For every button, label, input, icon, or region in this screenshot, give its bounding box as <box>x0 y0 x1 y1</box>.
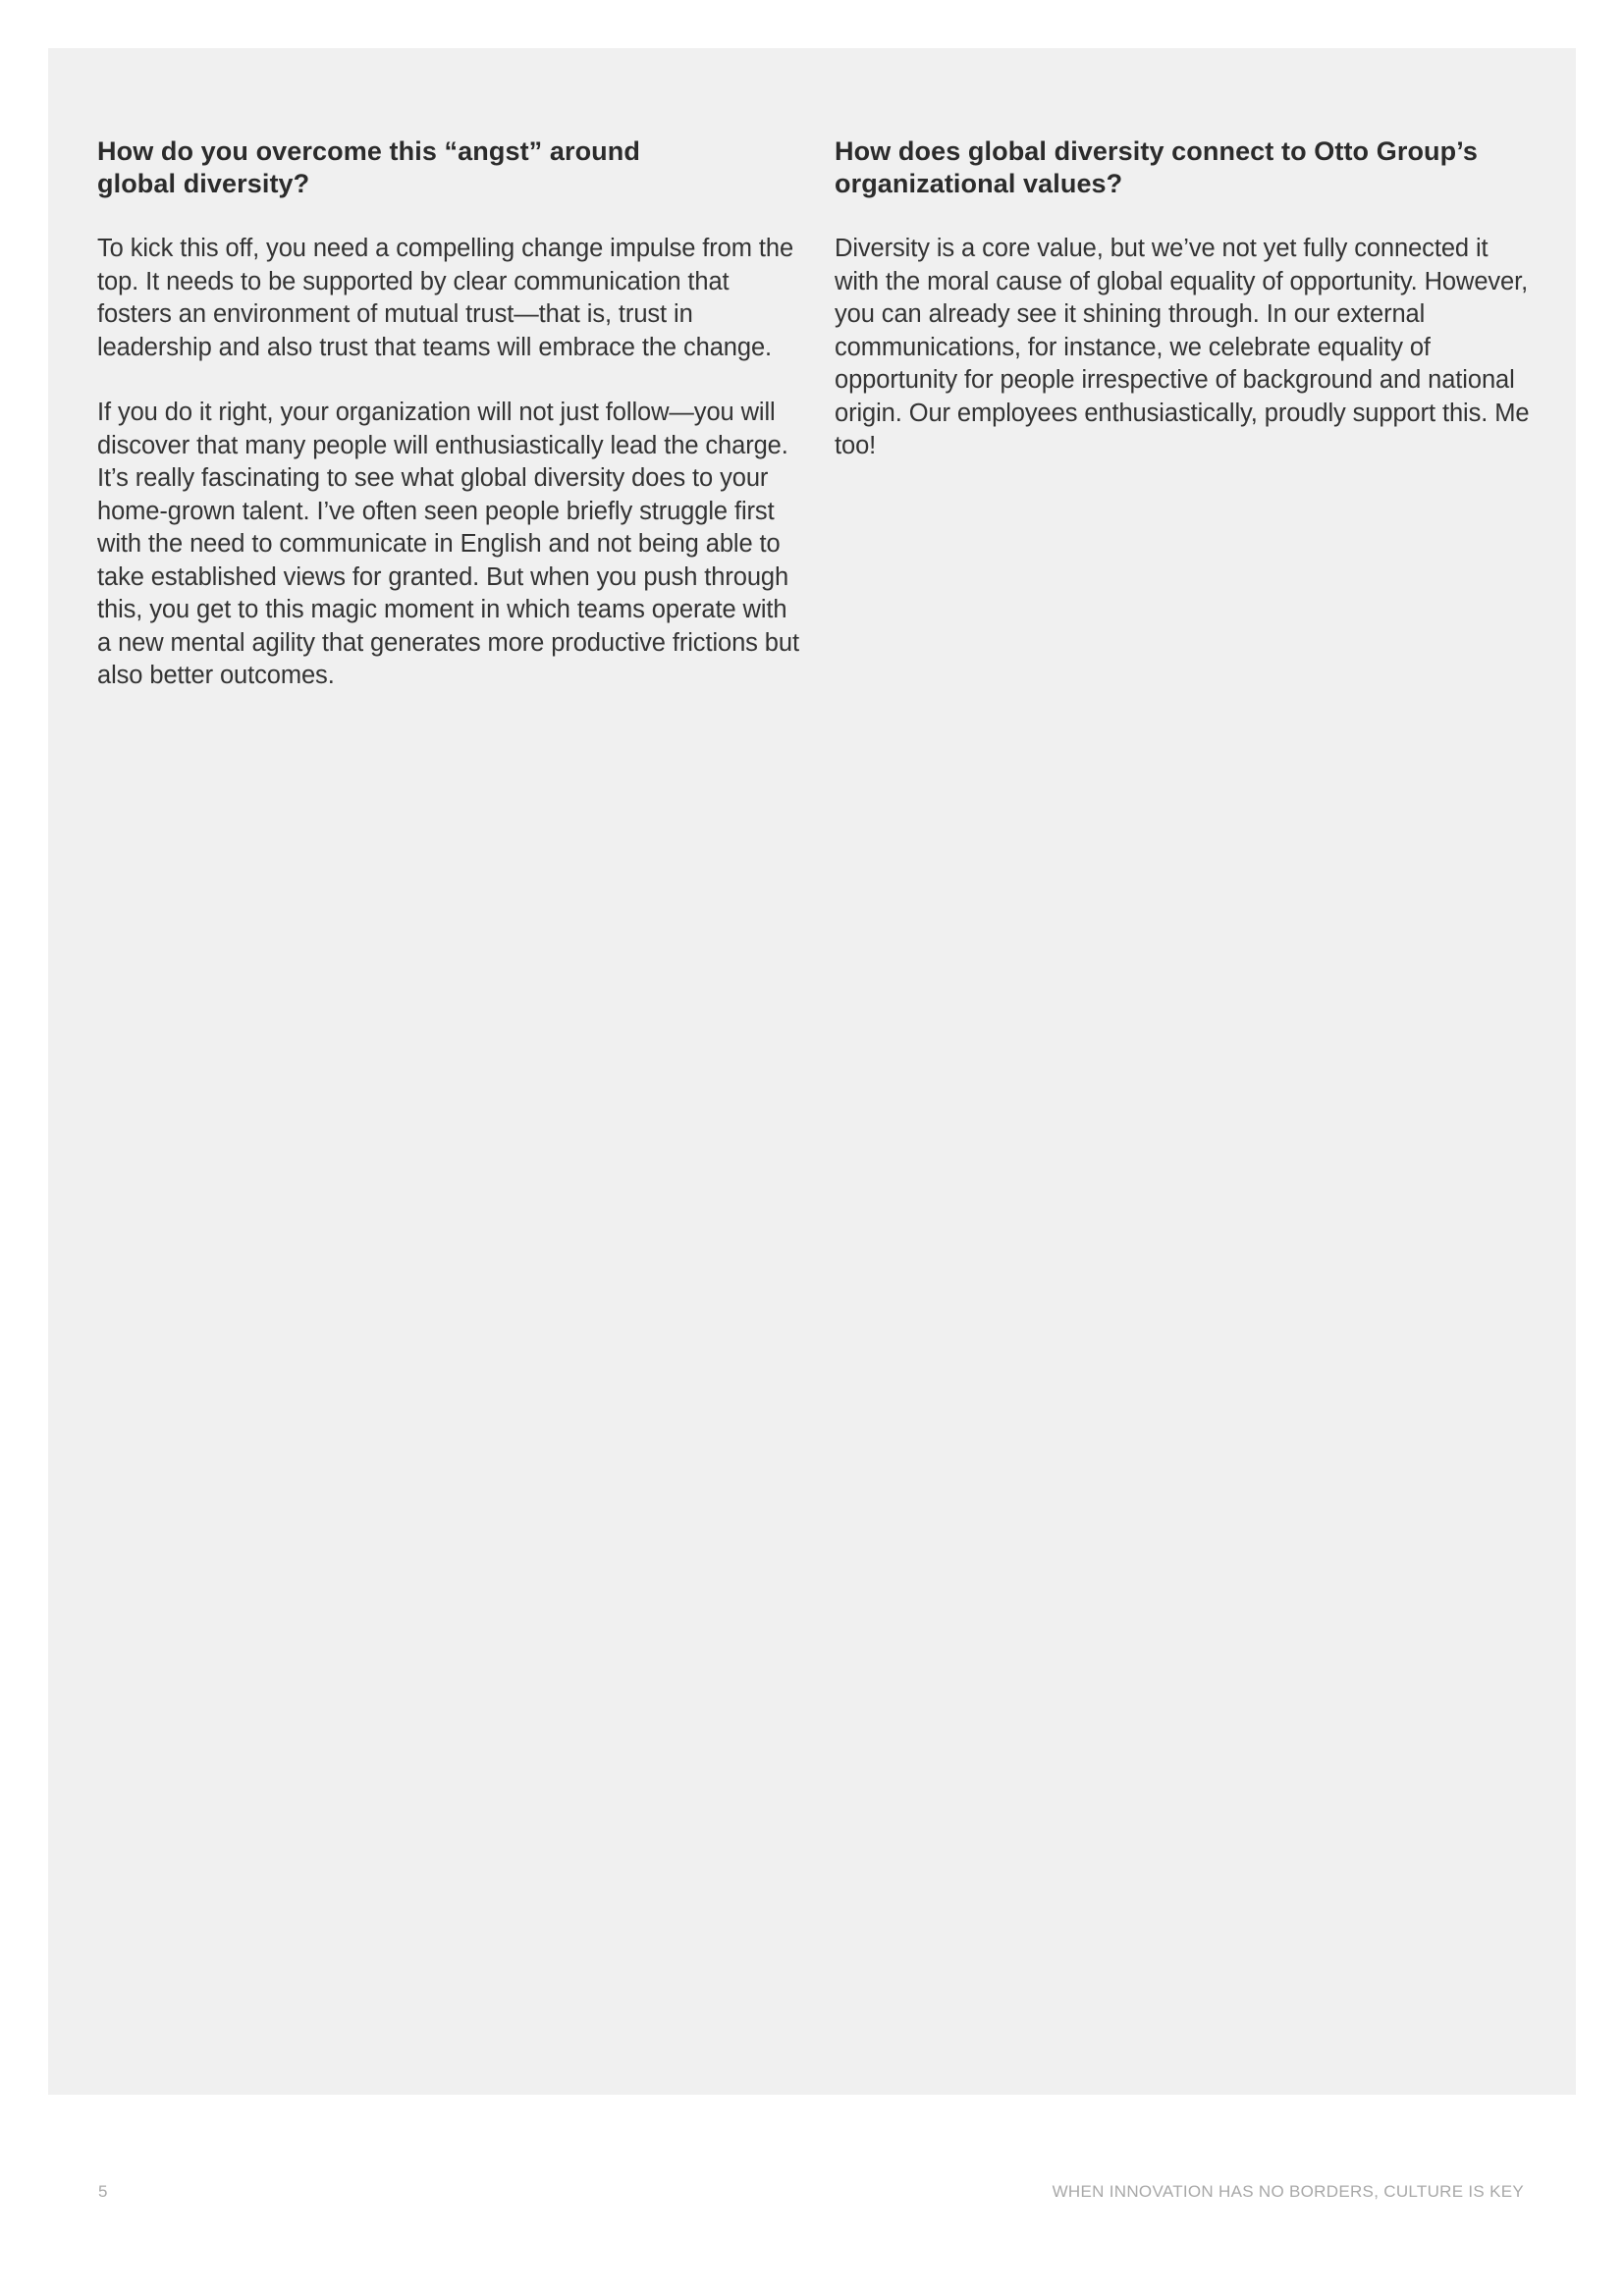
left-heading-line-1: How do you overcome this “angst” around <box>97 136 640 166</box>
left-paragraph-1: To kick this off, you need a compelling change impulse from the top. It needs to be supported by clear communication that fosters an environment of mutual trust—that is, trust in leadership and also trust that teams will embrace the change. <box>97 235 794 361</box>
right-heading-line-1: How does global diversity connect to Otto Group’s <box>835 136 1478 166</box>
left-column <box>97 135 799 725</box>
left-paragraph-2: If you do it right, your organization will not just follow—you will discover that many people will enthusiastically lead the charge. It’s really fascinating to see what global diversity does to your home-grown talent. I’ve often seen people briefly struggle first with the need to communicate in English and not being able to take established views for granted. But when you push through this, you get to this magic moment in which teams operate with a new mental agility that generates more productive frictions but also better outcomes. <box>97 399 799 689</box>
left-heading-line-2: global diversity? <box>97 169 310 198</box>
right-heading-line-2: organizational values? <box>835 169 1123 198</box>
running-title: WHEN INNOVATION HAS NO BORDERS, CULTURE IS KEY <box>1052 2182 1524 2201</box>
page-number: 5 <box>98 2182 108 2201</box>
right-paragraph-1: Diversity is a core value, but we’ve not yet fully connected it with the moral cause of global equality of opportunity. However, you can already see it shining through. In our external communications, for instance, we celebrate equality of opportunity for people irrespective of background and national origin. Our employees enthusiastically, proudly support this. Me too! <box>835 235 1530 459</box>
right-column <box>835 135 1532 496</box>
content-panel <box>48 48 1576 2095</box>
right-column-heading <box>835 135 1532 200</box>
left-column-heading <box>97 135 799 200</box>
